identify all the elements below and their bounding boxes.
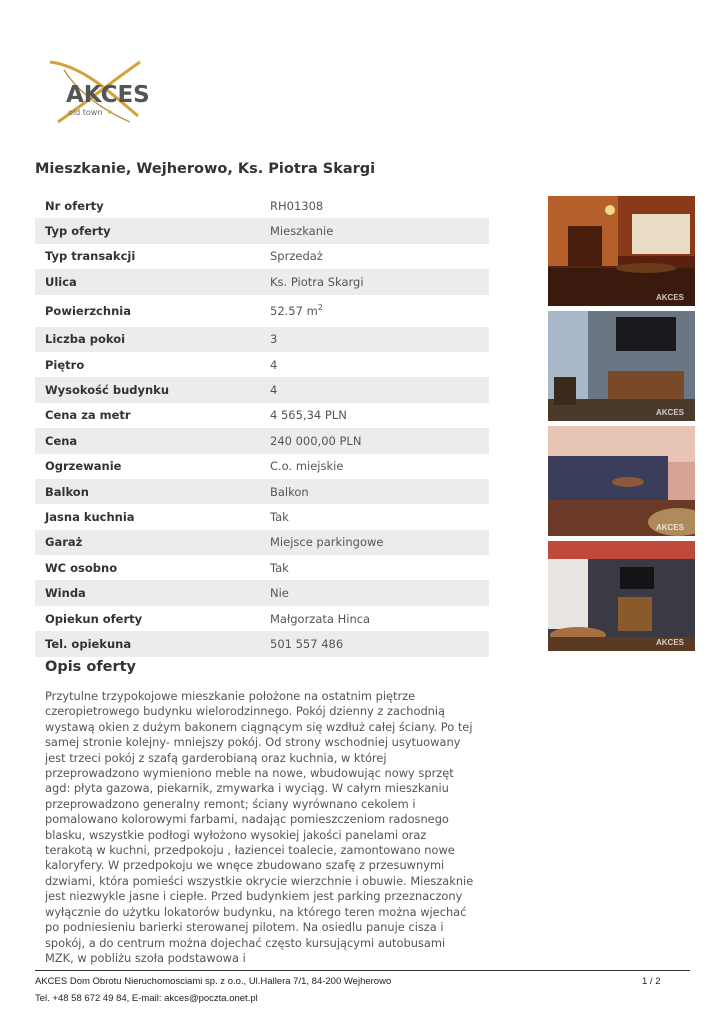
spec-row <box>35 377 489 402</box>
spec-label: Opiekun oferty <box>45 611 143 626</box>
spec-value-text: C.o. miejskie <box>270 459 344 474</box>
spec-label: Piętro <box>45 357 85 372</box>
spec-value-text: Ks. Piotra Skargi <box>270 274 364 289</box>
spec-label: Jasna kuchnia <box>45 509 135 524</box>
spec-label: Ulica <box>35 269 260 294</box>
unit-superscript: 2 <box>317 303 323 313</box>
spec-value <box>260 193 489 218</box>
photo-living-room[interactable] <box>548 196 695 306</box>
logo-tagline: old town <box>68 108 103 117</box>
spec-label: Nr oferty <box>45 198 104 213</box>
spec-label: Balkon <box>35 479 260 504</box>
spec-label: Typ transakcji <box>45 249 136 264</box>
spec-value-text: Tak <box>270 509 289 524</box>
company-logo <box>44 56 184 128</box>
spec-label: Typ oferty <box>35 218 260 243</box>
spec-value-text: 52.57 m <box>270 303 318 318</box>
spec-value <box>260 454 489 479</box>
spec-value <box>260 295 489 327</box>
spec-label: WC osobno <box>45 560 118 575</box>
page-number: 1 / 2 <box>642 976 661 987</box>
photo-tv-room[interactable] <box>548 311 695 421</box>
photo-gallery <box>548 196 695 656</box>
spec-row <box>35 295 489 327</box>
spec-row <box>35 193 489 218</box>
spec-value-text: Małgorzata Hinca <box>270 611 371 626</box>
spec-value <box>260 530 489 555</box>
spec-label: Tel. opiekuna <box>35 631 260 656</box>
spec-value <box>260 327 489 352</box>
spec-value <box>260 244 489 269</box>
description-heading: Opis oferty <box>45 659 136 675</box>
spec-value-text: Mieszkanie <box>270 224 334 239</box>
spec-row <box>35 504 489 529</box>
spec-value-text: Sprzedaż <box>270 249 323 264</box>
spec-row <box>35 606 489 631</box>
spec-value <box>260 555 489 580</box>
photo-sofa-room[interactable] <box>548 426 695 536</box>
spec-row <box>35 327 489 352</box>
spec-row <box>35 352 489 377</box>
photo-watermark: AKCES <box>656 638 685 647</box>
spec-value-text: 4 <box>270 357 278 372</box>
spec-value-text: RH01308 <box>270 198 324 213</box>
spec-value <box>260 218 489 243</box>
spec-value <box>260 479 489 504</box>
logo-name: AKCES <box>66 82 150 108</box>
spec-value-text: Balkon <box>270 484 309 499</box>
spec-value-text: Nie <box>270 586 289 601</box>
spec-value <box>260 269 489 294</box>
spec-label: Ogrzewanie <box>45 459 122 474</box>
spec-row <box>35 244 489 269</box>
spec-row <box>35 428 489 453</box>
spec-value-text: 240 000,00 PLN <box>270 433 362 448</box>
spec-value <box>260 580 489 605</box>
photo-dining-room[interactable] <box>548 541 695 651</box>
spec-label: Garaż <box>35 530 260 555</box>
spec-label: Liczba pokoi <box>35 327 260 352</box>
spec-row <box>35 403 489 428</box>
logo-swoosh-icon <box>44 56 184 128</box>
offer-details-table <box>35 193 489 657</box>
spec-label: Powierzchnia <box>45 303 131 318</box>
spec-value <box>260 352 489 377</box>
spec-row <box>35 555 489 580</box>
spec-label: Cena za metr <box>45 408 131 423</box>
footer-divider <box>35 970 690 971</box>
spec-row <box>35 530 489 555</box>
spec-value <box>260 403 489 428</box>
spec-row <box>35 479 489 504</box>
spec-row <box>35 454 489 479</box>
photo-watermark: AKCES <box>656 293 685 302</box>
spec-value-text: 4 565,34 PLN <box>270 408 347 423</box>
footer-contact: Tel. +48 58 672 49 84, E-mail: akces@poczta.onet.pl <box>35 993 258 1004</box>
photo-watermark: AKCES <box>656 523 685 532</box>
spec-value-text: 4 <box>270 383 278 398</box>
spec-row <box>35 269 489 294</box>
page-title: Mieszkanie, Wejherowo, Ks. Piotra Skargi <box>35 161 376 177</box>
spec-value-text: Miejsce parkingowe <box>270 535 384 550</box>
spec-label: Cena <box>35 428 260 453</box>
spec-value <box>260 377 489 402</box>
spec-value <box>260 504 489 529</box>
spec-label: Wysokość budynku <box>35 377 260 402</box>
spec-value-text: 501 557 486 <box>270 636 344 651</box>
description-text: Przytulne trzypokojowe mieszkanie położone na ostatnim piętrze czeropietrowego budynku wielorodzinnego. Pokój dzienny z zachodnią wystawą okien z dużym bakonem ciągnącym się wzdłuż całej ściany. Po tej samej stronie kolejny- mniejszy pokój. Od strony wschodniej usytuowany jest trzeci pokój z szafą garderobianą oraz kuchnia, w której przeprowadzono wymieniono meble na nowe, wbudowując nowy sprzęt agd: płyta gazowa, piekarnik, zmywarka i wyciąg. W całym mieszkaniu przeprowadzono generalny remont; ściany wyrównano cekolem i pomalowano kolorowymi farbami, nadając pomieszczeniom radosnego blasku, wszystkie podłogi wyłożono wysokiej jakości panelami oraz terakotą w kuchni, przedpokoju , łaziencei toalecie, zamontowano nowe kaloryfery. W przedpokoju we wnęce zbudowano szafę z przesuwnymi dzwiami, która pomieści wszystkie okrycie wierzchnie i obuwie. Mieszaknie jest niezwykle jasne i ciepłe. Przed budynkiem jest parking przeznaczony wyłącznie do użytku lokatorów budynku, na którego teren można wjechać po podniesieniu barierki sterowanej pilotem. Na osiedlu panuje cisza i spokój, a do centrum można dojechać często kursującymi autobusami MZK, w pobliżu szoła podstawowa i <box>45 689 474 965</box>
spec-value <box>260 428 489 453</box>
spec-value-text: 3 <box>270 332 278 347</box>
spec-row <box>35 631 489 656</box>
spec-label: Winda <box>35 580 260 605</box>
spec-value-text: Tak <box>270 560 289 575</box>
spec-value <box>260 606 489 631</box>
photo-watermark: AKCES <box>656 408 685 417</box>
spec-row <box>35 218 489 243</box>
spec-row <box>35 580 489 605</box>
footer-company: AKCES Dom Obrotu Nieruchomosciami sp. z o.o., Ul.Hallera 7/1, 84-200 Wejherowo <box>35 976 392 987</box>
spec-value <box>260 631 489 656</box>
